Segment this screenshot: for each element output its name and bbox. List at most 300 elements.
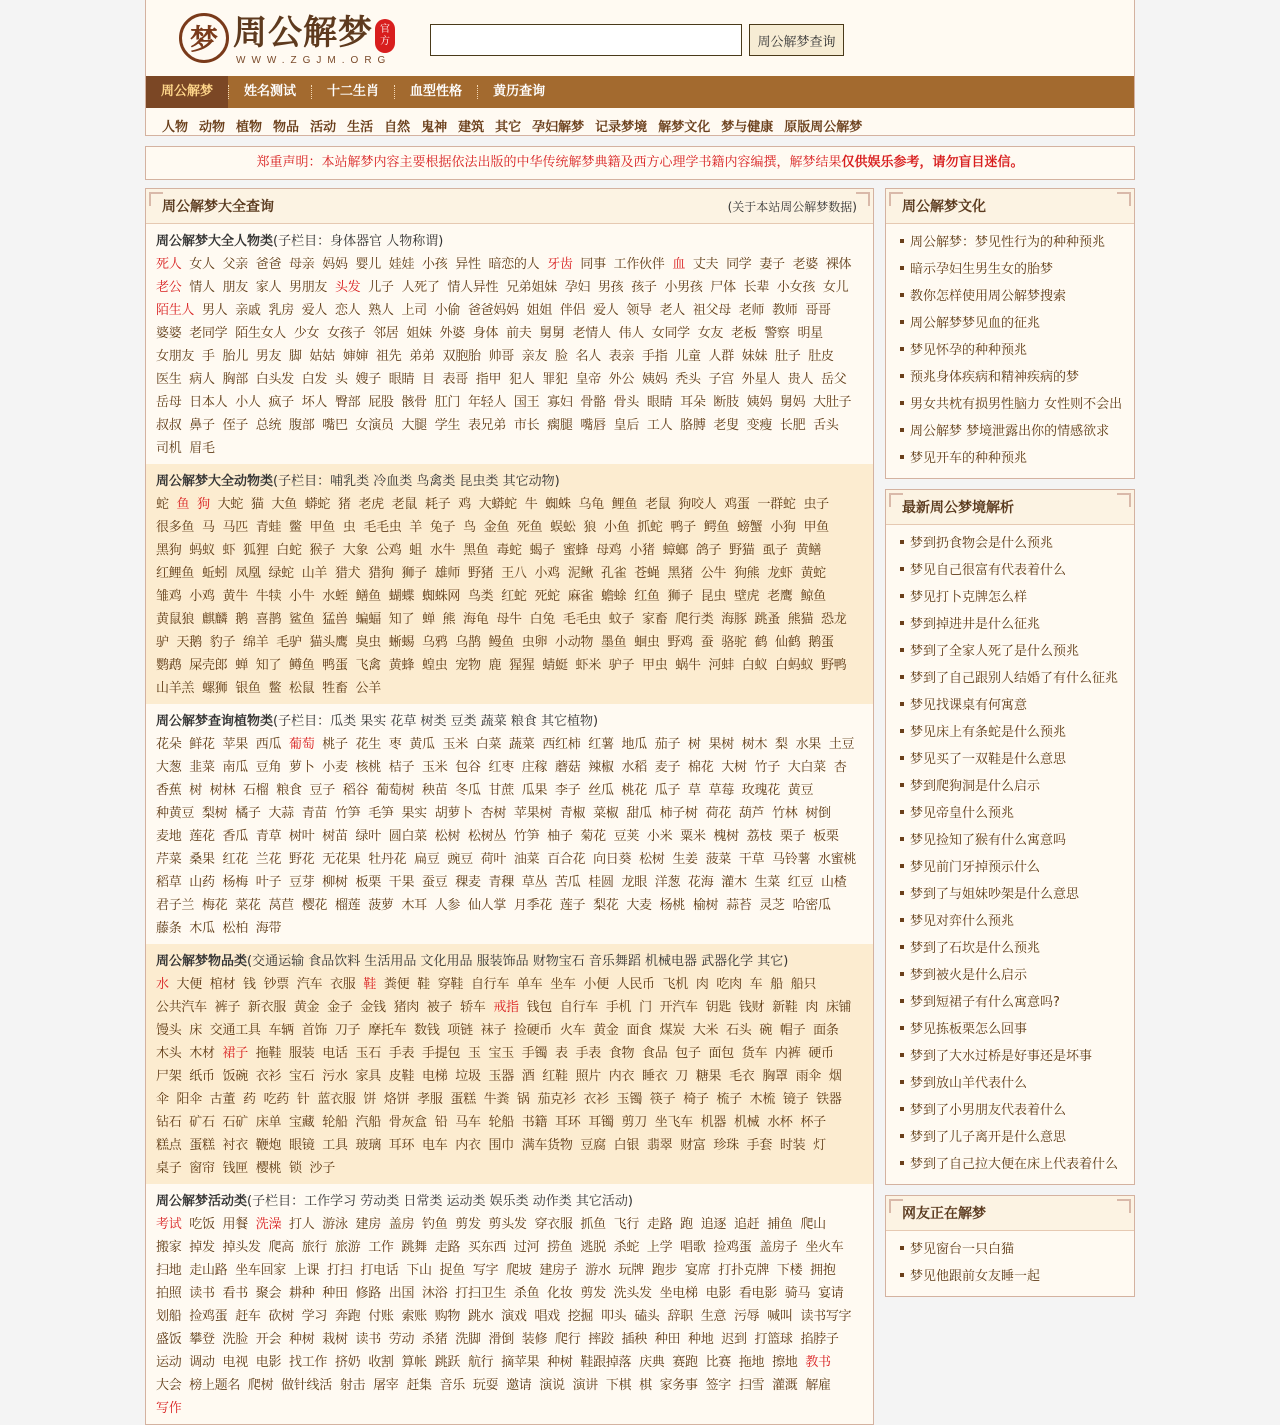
keyword-link[interactable]: 棋 [639,1378,652,1393]
keyword-link[interactable]: 锅 [516,1092,530,1107]
keyword-link[interactable]: 内裤 [775,1046,801,1061]
keyword-link[interactable]: 爸爸 [255,257,282,272]
keyword-link[interactable]: 竹子 [754,760,780,775]
keyword-link[interactable]: 稞麦 [455,875,481,890]
keyword-link[interactable]: 河蚌 [708,658,734,673]
keyword-link[interactable]: 雏鸡 [156,589,182,604]
keyword-link[interactable]: 单车 [516,977,543,992]
keyword-link[interactable]: 青椒 [559,806,586,821]
keyword-link[interactable]: 蝙蝠 [355,612,381,627]
keyword-link[interactable]: 青苗 [301,806,328,821]
keyword-link[interactable]: 跳跃 [434,1355,461,1370]
keyword-link[interactable]: 脸 [555,349,568,364]
keyword-link[interactable]: 生姜 [672,852,698,867]
keyword-link[interactable]: 岳父 [821,372,847,387]
keyword-link[interactable]: 嘴巴 [322,418,348,433]
keyword-link[interactable]: 面包 [708,1046,734,1061]
keyword-link[interactable]: 李子 [555,783,581,798]
keyword-link[interactable]: 拖鞋 [255,1046,282,1061]
keyword-link[interactable]: 鲤鱼 [611,497,638,512]
keyword-link[interactable]: 猪肉 [393,1000,420,1015]
keyword-link[interactable]: 蚂蚁 [189,543,215,558]
keyword-link[interactable]: 女同学 [651,326,690,341]
keyword-link[interactable]: 芹菜 [156,852,182,867]
keyword-link[interactable]: 掐脖子 [800,1332,839,1347]
keyword-link[interactable]: 买东西 [467,1240,507,1255]
category-nav-item[interactable]: 生活 [347,120,374,135]
keyword-link[interactable]: 硬币 [808,1046,834,1061]
keyword-link[interactable]: 青草 [255,829,282,844]
keyword-link[interactable]: 下山 [406,1263,432,1278]
keyword-link[interactable]: 跳舞 [401,1240,427,1255]
keyword-link[interactable]: 馒头 [156,1023,182,1038]
keyword-link[interactable]: 青蛙 [255,520,282,535]
keyword-link[interactable]: 家畜 [642,612,668,627]
keyword-link[interactable]: 杀鱼 [513,1286,540,1301]
keyword-link[interactable]: 滑倒 [488,1332,514,1347]
keyword-link[interactable]: 吃肉 [716,977,742,992]
keyword-link[interactable]: 建房 [355,1217,381,1232]
keyword-link[interactable]: 宝玉 [488,1046,514,1061]
keyword-link[interactable]: 胸部 [222,372,248,387]
keyword-link[interactable]: 野鸭 [821,658,847,673]
keyword-link[interactable]: 日本人 [189,395,228,410]
keyword-link[interactable]: 划船 [156,1309,182,1324]
article-link[interactable]: 梦到了儿子离开是什么意思 [910,1130,1067,1145]
keyword-link[interactable]: 剪发 [455,1217,481,1232]
keyword-link[interactable]: 开会 [255,1332,282,1347]
keyword-link[interactable]: 饼 [363,1092,377,1107]
keyword-link[interactable]: 棉花 [688,760,714,775]
keyword-link[interactable]: 鳝鱼 [355,589,381,604]
keyword-link[interactable]: 锁 [289,1161,302,1176]
keyword-link[interactable]: 公共汽车 [156,1000,207,1015]
keyword-link[interactable]: 司机 [156,441,182,456]
keyword-link[interactable]: 名人 [575,349,601,364]
article-link[interactable]: 梦到了小男朋友代表着什么 [910,1103,1067,1118]
keyword-link[interactable]: 水蛭 [322,589,348,604]
keyword-link[interactable]: 沙子 [309,1161,335,1176]
keyword-link[interactable]: 爬坡 [506,1263,532,1278]
keyword-link[interactable]: 铅 [434,1115,448,1130]
keyword-link[interactable]: 尸体 [710,280,736,295]
keyword-link[interactable]: 国王 [513,395,540,410]
keyword-link[interactable]: 汽车 [296,977,323,992]
keyword-link[interactable]: 姐妹 [406,326,432,341]
keyword-link[interactable]: 过河 [513,1240,540,1255]
keyword-link[interactable]: 小动物 [555,635,594,650]
main-nav-item[interactable]: 黄历查询 [493,84,546,99]
keyword-link[interactable]: 胸罩 [762,1069,788,1084]
keyword-link[interactable]: 水杯 [767,1115,793,1130]
main-nav-item[interactable]: 血型性格 [410,84,463,99]
keyword-link[interactable]: 石榴 [243,783,269,798]
category-nav-item[interactable]: 活动 [310,120,337,135]
category-nav-item[interactable]: 孕妇解梦 [532,120,585,135]
article-link[interactable]: 梦见自己很富有代表着什么 [910,563,1067,578]
keyword-link[interactable]: 扫地 [156,1263,182,1278]
keyword-link[interactable]: 蛋糕 [189,1138,215,1153]
article-link[interactable]: 梦到掉进井是什么征兆 [910,617,1041,632]
keyword-link[interactable]: 丝瓜 [588,783,614,798]
keyword-link[interactable]: 手 [201,349,215,364]
keyword-link[interactable]: 宠物 [455,658,481,673]
keyword-link[interactable]: 牛 [524,497,538,512]
keyword-link[interactable]: 鸽子 [695,543,722,558]
keyword-link[interactable]: 大蒜 [268,806,294,821]
article-link[interactable]: 梦见捡知了猴有什么寓意吗 [910,833,1067,848]
keyword-link[interactable]: 熊猫 [787,612,814,627]
keyword-link[interactable]: 读书 [355,1332,381,1347]
keyword-link[interactable]: 榴莲 [334,898,361,913]
keyword-link[interactable]: 萝卜 [289,760,315,775]
keyword-link[interactable]: 鱼 [176,497,190,512]
keyword-link[interactable]: 狐狸 [243,543,269,558]
article-link[interactable]: 男女共枕有损男性脑力 女性则不会出 [910,397,1123,412]
keyword-link[interactable]: 婴儿 [355,257,381,272]
keyword-link[interactable]: 珍珠 [713,1138,739,1153]
keyword-link[interactable]: 宝藏 [289,1115,315,1130]
keyword-link[interactable]: 舅舅 [539,326,565,341]
keyword-link[interactable]: 打扫卫生 [455,1286,507,1301]
keyword-link[interactable]: 葡萄树 [376,783,415,798]
article-link[interactable]: 梦见床上有条蛇是什么预兆 [910,725,1067,740]
keyword-link[interactable]: 骨灰盒 [388,1115,427,1130]
keyword-link[interactable]: 山羊羔 [156,681,195,696]
keyword-link[interactable]: 嘴唇 [580,418,606,433]
keyword-link[interactable]: 大鱼 [271,497,297,512]
keyword-link[interactable]: 伞 [156,1092,169,1107]
keyword-link[interactable]: 手镯 [521,1046,548,1061]
keyword-link[interactable]: 樱桃 [255,1161,282,1176]
keyword-link[interactable]: 杏 [833,760,847,775]
keyword-link[interactable]: 收割 [368,1355,394,1370]
category-nav-item[interactable]: 鬼神 [421,120,448,135]
keyword-link[interactable]: 购物 [434,1309,461,1324]
keyword-link[interactable]: 游泳 [322,1217,348,1232]
keyword-link[interactable]: 喊叫 [767,1309,793,1324]
keyword-link[interactable]: 机械 [733,1115,760,1130]
article-link[interactable]: 梦见窗台一只白猫 [910,1242,1015,1257]
keyword-link[interactable]: 红鲤鱼 [156,566,195,581]
keyword-link[interactable]: 肉 [695,977,709,992]
keyword-link[interactable]: 首饰 [301,1023,328,1038]
keyword-link[interactable]: 轿车 [460,1000,486,1015]
keyword-link[interactable]: 爬山 [800,1217,826,1232]
keyword-link[interactable]: 仙鹤 [775,635,801,650]
article-link[interactable]: 梦到放山羊代表什么 [910,1076,1028,1091]
keyword-link[interactable]: 蛔虫 [634,635,660,650]
keyword-link[interactable]: 叔叔 [156,418,182,433]
keyword-link[interactable]: 莴苣 [268,898,294,913]
keyword-link[interactable]: 内衣 [608,1069,635,1084]
keyword-link[interactable]: 喜鹊 [255,612,282,627]
keyword-link[interactable]: 羊 [409,520,422,535]
keyword-link[interactable]: 掉发 [189,1240,215,1255]
keyword-link[interactable]: 螺狮 [201,681,228,696]
keyword-link[interactable]: 虫卵 [521,635,548,650]
keyword-link[interactable]: 板栗 [355,875,381,890]
article-link[interactable]: 梦见他跟前女友睡一起 [910,1269,1041,1284]
keyword-link[interactable]: 贵人 [787,372,814,387]
keyword-link[interactable]: 钱 [243,977,256,992]
keyword-link[interactable]: 长肥 [779,418,806,433]
section-title[interactable]: 周公解梦大全人物类 [156,234,274,249]
keyword-link[interactable]: 橘子 [235,806,261,821]
keyword-link[interactable]: 姐姐 [526,303,553,318]
article-link[interactable]: 梦到了自己跟别人结婚了有什么征兆 [910,671,1119,686]
keyword-link[interactable]: 庄稼 [521,760,548,775]
keyword-link[interactable]: 写字 [472,1263,499,1278]
keyword-link[interactable]: 市长 [513,418,540,433]
keyword-link[interactable]: 猫头鹰 [309,635,348,650]
keyword-link[interactable]: 航行 [467,1355,494,1370]
keyword-link[interactable]: 男友 [255,349,282,364]
keyword-link[interactable]: 苍蝇 [634,566,660,581]
keyword-link[interactable]: 泥鳅 [567,566,594,581]
keyword-link[interactable]: 大蟒蛇 [478,497,517,512]
keyword-link[interactable]: 赛跑 [672,1355,698,1370]
keyword-link[interactable]: 竹笋 [513,829,540,844]
keyword-link[interactable]: 老情人 [572,326,611,341]
keyword-link[interactable]: 抓鱼 [580,1217,606,1232]
keyword-link[interactable]: 头 [334,372,348,387]
keyword-link[interactable]: 木耳 [401,898,427,913]
keyword-link[interactable]: 种田 [322,1286,348,1301]
keyword-link[interactable]: 叶子 [255,875,282,890]
category-nav-item[interactable]: 解梦文化 [658,120,711,135]
keyword-link[interactable]: 桑果 [189,852,215,867]
article-link[interactable]: 周公解梦 梦境泄露出你的情感欲求 [910,424,1110,439]
keyword-link[interactable]: 表哥 [442,372,468,387]
keyword-link[interactable]: 女人 [189,257,215,272]
keyword-link[interactable]: 绿叶 [355,829,381,844]
keyword-link[interactable]: 恋人 [334,303,361,318]
keyword-link[interactable]: 明星 [797,326,823,341]
keyword-link[interactable]: 坐火车 [805,1240,844,1255]
keyword-link[interactable]: 表兄弟 [467,418,507,433]
keyword-link[interactable]: 杏树 [480,806,507,821]
keyword-link[interactable]: 白蚁 [741,658,768,673]
keyword-link[interactable]: 牡丹花 [368,852,407,867]
keyword-link[interactable]: 公牛 [700,566,727,581]
keyword-link[interactable]: 黄蜂 [388,658,415,673]
keyword-link[interactable]: 白蛇 [276,543,302,558]
keyword-link[interactable]: 时装 [779,1138,806,1153]
keyword-link[interactable]: 粮食 [276,783,302,798]
keyword-link[interactable]: 知了 [388,612,415,627]
keyword-link[interactable]: 外公 [608,372,635,387]
keyword-link[interactable]: 屠宰 [373,1378,399,1393]
keyword-link[interactable]: 公羊 [355,681,381,696]
keyword-link[interactable]: 土豆 [828,737,855,752]
keyword-link[interactable]: 污水 [322,1069,348,1084]
category-nav-item[interactable]: 人物 [162,120,189,135]
keyword-link[interactable]: 松树丛 [467,829,507,844]
keyword-link[interactable]: 尸架 [156,1069,182,1084]
keyword-link[interactable]: 甲鱼 [803,520,829,535]
keyword-link[interactable]: 家具 [355,1069,381,1084]
keyword-link[interactable]: 婶婶 [342,349,369,364]
keyword-link[interactable]: 病人 [189,372,215,387]
keyword-link[interactable]: 车辆 [268,1023,294,1038]
keyword-link[interactable]: 金鱼 [483,520,510,535]
keyword-link[interactable]: 手指 [642,349,668,364]
keyword-link[interactable]: 马 [201,520,215,535]
keyword-link[interactable]: 拍照 [156,1286,182,1301]
keyword-link[interactable]: 小牛 [289,589,315,604]
keyword-link[interactable]: 做针线活 [281,1378,332,1393]
keyword-link[interactable]: 女孩子 [327,326,366,341]
keyword-link[interactable]: 死人 [156,257,182,272]
keyword-link[interactable]: 裸体 [825,257,852,272]
keyword-link[interactable]: 哈密瓜 [792,898,831,913]
keyword-link[interactable]: 鞭炮 [255,1138,282,1153]
keyword-link[interactable]: 黄鼠狼 [156,612,195,627]
keyword-link[interactable]: 旅游 [334,1240,361,1255]
keyword-link[interactable]: 挤奶 [334,1355,361,1370]
keyword-link[interactable]: 杯子 [800,1115,826,1130]
keyword-link[interactable]: 学生 [434,418,461,433]
keyword-link[interactable]: 装修 [521,1332,548,1347]
keyword-link[interactable]: 核桃 [355,760,381,775]
keyword-link[interactable]: 狗熊 [733,566,760,581]
keyword-link[interactable]: 麒麟 [201,612,228,627]
category-nav-item[interactable]: 梦与健康 [721,120,774,135]
keyword-link[interactable]: 狗 [197,497,210,512]
keyword-link[interactable]: 剪头发 [488,1217,527,1232]
keyword-link[interactable]: 小偷 [434,303,461,318]
keyword-link[interactable]: 拖地 [738,1355,765,1370]
keyword-link[interactable]: 岳母 [156,395,182,410]
keyword-link[interactable]: 野猫 [729,543,755,558]
keyword-link[interactable]: 耳朵 [680,395,706,410]
keyword-link[interactable]: 掉头发 [222,1240,261,1255]
keyword-link[interactable]: 圆白菜 [388,829,427,844]
keyword-link[interactable]: 犯人 [509,372,535,387]
keyword-link[interactable]: 摘苹果 [501,1355,540,1370]
keyword-link[interactable]: 人民币 [616,977,655,992]
keyword-link[interactable]: 庆典 [639,1355,665,1370]
keyword-link[interactable]: 小鸡 [189,589,215,604]
keyword-link[interactable]: 柚子 [547,829,573,844]
keyword-link[interactable]: 陌生女人 [235,326,287,341]
keyword-link[interactable]: 耕种 [289,1286,315,1301]
keyword-link[interactable]: 果实 [401,806,427,821]
keyword-link[interactable]: 男孩 [597,280,624,295]
keyword-link[interactable]: 肉 [805,1000,819,1015]
keyword-link[interactable]: 警察 [764,326,790,341]
keyword-link[interactable]: 驴子 [608,658,635,673]
keyword-link[interactable]: 树苗 [322,829,348,844]
keyword-link[interactable]: 洗脸 [222,1332,248,1347]
keyword-link[interactable]: 扫雪 [738,1378,765,1393]
keyword-link[interactable]: 前夫 [506,326,532,341]
keyword-link[interactable]: 鼻子 [189,418,215,433]
article-link[interactable]: 梦到了全家人死了是什么预兆 [910,644,1080,659]
keyword-link[interactable]: 玉镯 [616,1092,643,1107]
keyword-link[interactable]: 茄子 [654,737,681,752]
keyword-link[interactable]: 拥抱 [810,1263,836,1278]
keyword-link[interactable]: 子宫 [708,372,734,387]
keyword-link[interactable]: 变瘦 [746,418,773,433]
keyword-link[interactable]: 马车 [455,1115,481,1130]
keyword-link[interactable]: 毛衣 [729,1069,755,1084]
keyword-link[interactable]: 孕妇 [564,280,591,295]
keyword-link[interactable]: 青稞 [488,875,514,890]
keyword-link[interactable]: 同学 [726,257,752,272]
keyword-link[interactable]: 苦瓜 [555,875,581,890]
keyword-link[interactable]: 教师 [772,303,798,318]
keyword-link[interactable]: 木梳 [749,1092,776,1107]
keyword-link[interactable]: 断肢 [713,395,739,410]
keyword-link[interactable]: 手套 [746,1138,773,1153]
keyword-link[interactable]: 祖先 [376,349,402,364]
keyword-link[interactable]: 吃饭 [189,1217,215,1232]
keyword-link[interactable]: 玫瑰花 [741,783,780,798]
keyword-link[interactable]: 打电话 [360,1263,399,1278]
keyword-link[interactable]: 狮子 [667,589,693,604]
keyword-link[interactable]: 挖掘 [567,1309,594,1324]
keyword-link[interactable]: 鞋跟掉落 [580,1355,632,1370]
keyword-link[interactable]: 狮子 [401,566,427,581]
keyword-link[interactable]: 君子兰 [156,898,195,913]
keyword-link[interactable]: 交通工具 [209,1023,261,1038]
keyword-link[interactable]: 桌子 [156,1161,182,1176]
keyword-link[interactable]: 鸟 [463,520,476,535]
keyword-link[interactable]: 药 [243,1092,256,1107]
keyword-link[interactable]: 毛毛虫 [562,612,601,627]
keyword-link[interactable]: 大象 [342,543,369,558]
keyword-link[interactable]: 情人 [189,280,215,295]
keyword-link[interactable]: 考试 [156,1217,182,1232]
keyword-link[interactable]: 盖房 [388,1217,415,1232]
keyword-link[interactable]: 聚会 [255,1286,282,1301]
keyword-link[interactable]: 鸭子 [670,520,696,535]
keyword-link[interactable]: 干草 [738,852,765,867]
keyword-link[interactable]: 玻璃 [355,1138,381,1153]
keyword-link[interactable]: 小鱼 [603,520,630,535]
article-link[interactable]: 梦到了自己拉大便在床上代表着什么 [910,1157,1119,1172]
keyword-link[interactable]: 妈妈 [322,257,348,272]
keyword-link[interactable]: 屁股 [368,395,394,410]
keyword-link[interactable]: 龙眼 [621,875,647,890]
keyword-link[interactable]: 摩托车 [368,1023,407,1038]
keyword-link[interactable]: 人参 [434,898,461,913]
keyword-link[interactable]: 莲子 [559,898,586,913]
keyword-link[interactable]: 蘑菇 [555,760,581,775]
keyword-link[interactable]: 鲸鱼 [800,589,826,604]
keyword-link[interactable]: 手提包 [422,1046,461,1061]
keyword-link[interactable]: 轮船 [322,1115,348,1130]
article-link[interactable]: 梦见拣板栗怎么回事 [910,1022,1028,1037]
keyword-link[interactable]: 读书 [189,1286,215,1301]
main-nav-item[interactable]: 姓名测试 [244,84,297,99]
keyword-link[interactable]: 砍树 [268,1309,294,1324]
keyword-link[interactable]: 捡鸡蛋 [713,1240,752,1255]
keyword-link[interactable]: 黄鳝 [795,543,821,558]
keyword-link[interactable]: 外星人 [741,372,780,387]
keyword-link[interactable]: 玉米 [442,737,468,752]
keyword-link[interactable]: 蟒蛇 [304,497,331,512]
keyword-link[interactable]: 蛇 [156,497,169,512]
category-nav-item[interactable]: 自然 [384,120,411,135]
keyword-link[interactable]: 葡萄 [289,737,315,752]
keyword-link[interactable]: 洗脚 [455,1332,481,1347]
keyword-link[interactable]: 仙人掌 [467,898,507,913]
keyword-link[interactable]: 酒 [521,1069,535,1084]
keyword-link[interactable]: 玉器 [488,1069,514,1084]
